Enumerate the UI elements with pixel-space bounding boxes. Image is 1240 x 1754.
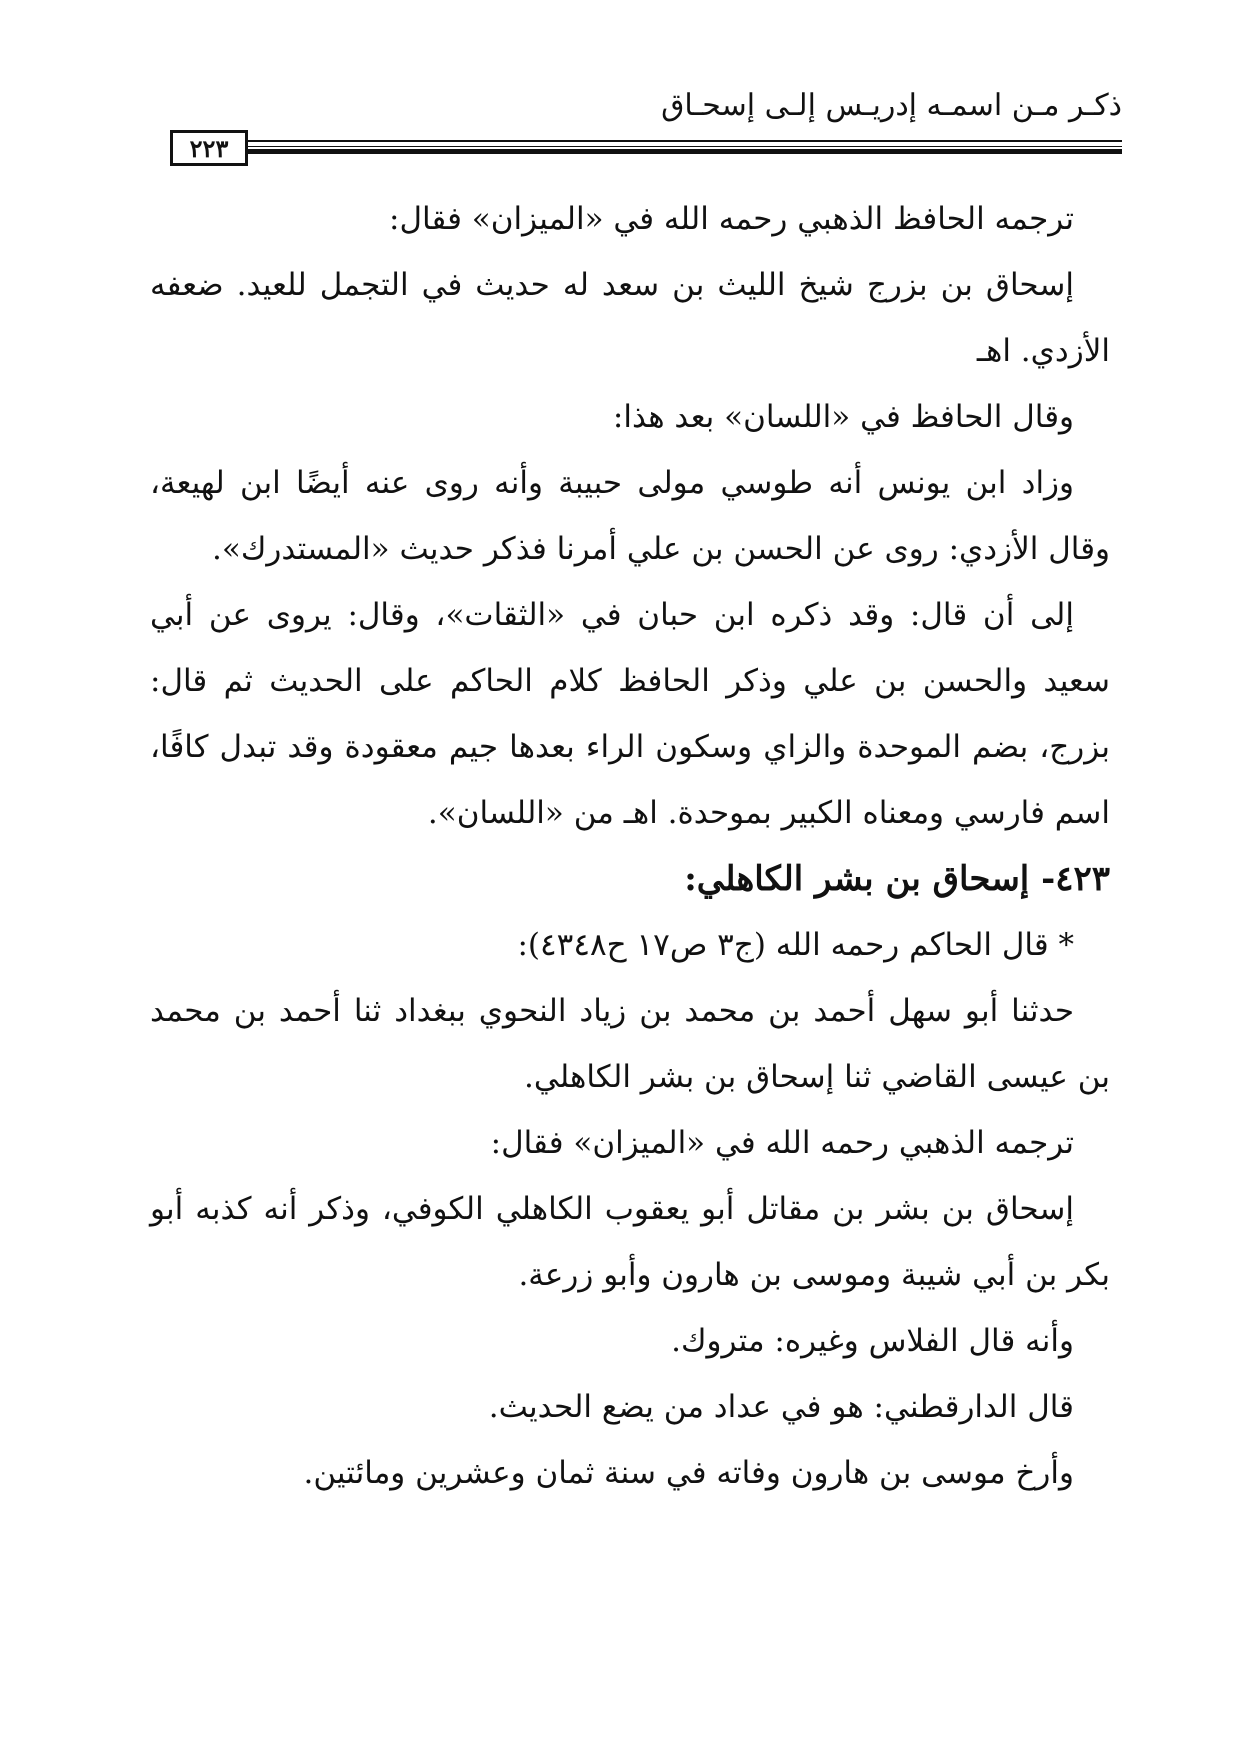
paragraph: وأرخ موسى بن هارون وفاته في سنة ثمان وعشرين ومائتين. [303,1455,1074,1491]
paragraph: وزاد ابن يونس أنه طوسي مولى حبيبة وأنه روى عنه أيضًا ابن لهيعة، وقال الأزدي: روى عن الحسن بن علي أمرنا فذكر حديث «المستدرك». [150,465,1110,567]
paragraph: ترجمه الذهبي رحمه الله في «الميزان» فقال: [490,1125,1074,1161]
paragraph: قال الدارقطني: هو في عداد من يضع الحديث. [488,1389,1074,1425]
paragraph: إلى أن قال: وقد ذكره ابن حبان في «الثقات»، وقال: يروى عن أبي سعيد والحسن بن علي وذكر الحافظ كلام الحاكم على الحديث ثم قال: بزرج، بضم الموحدة والزاي وسكون الراء بعدها جيم معقودة وقد تبدل كافًا، اسم فارسي ومعناه الكبير بموحدة. اهـ من «اللسان». [150,597,1110,831]
paragraph: * قال الحاكم رحمه الله (ج٣ ص١٧ ح٤٣٤٨): [517,927,1074,963]
entry-heading: ٤٢٣- إسحاق بن بشر الكاهلي: [684,859,1110,899]
paragraph: إسحاق بن بشر بن مقاتل أبو يعقوب الكاهلي الكوفي، وذكر أنه كذبه أبو بكر بن أبي شيبة وموسى بن هارون وأبو زرعة. [150,1191,1110,1293]
paragraph: ترجمه الحافظ الذهبي رحمه الله في «الميزان» فقال: [389,201,1074,237]
body-text [150,186,1110,1506]
paragraph: وأنه قال الفلاس وغيره: متروك. [671,1323,1074,1359]
header-rule [248,140,1122,154]
running-title: ذكـر مـن اسمـه إدريـس إلـى إسحـاق [661,88,1122,123]
paragraph: حدثنا أبو سهل أحمد بن محمد بن زياد النحوي ببغداد ثنا أحمد بن محمد بن عيسى القاضي ثنا إسحاق بن بشر الكاهلي. [150,993,1110,1095]
paragraph: إسحاق بن بزرج شيخ الليث بن سعد له حديث في التجمل للعيد. ضعفه الأزدي. اهـ [150,267,1110,369]
page-number: ٢٢٣ [170,130,248,166]
paragraph: وقال الحافظ في «اللسان» بعد هذا: [612,399,1074,435]
